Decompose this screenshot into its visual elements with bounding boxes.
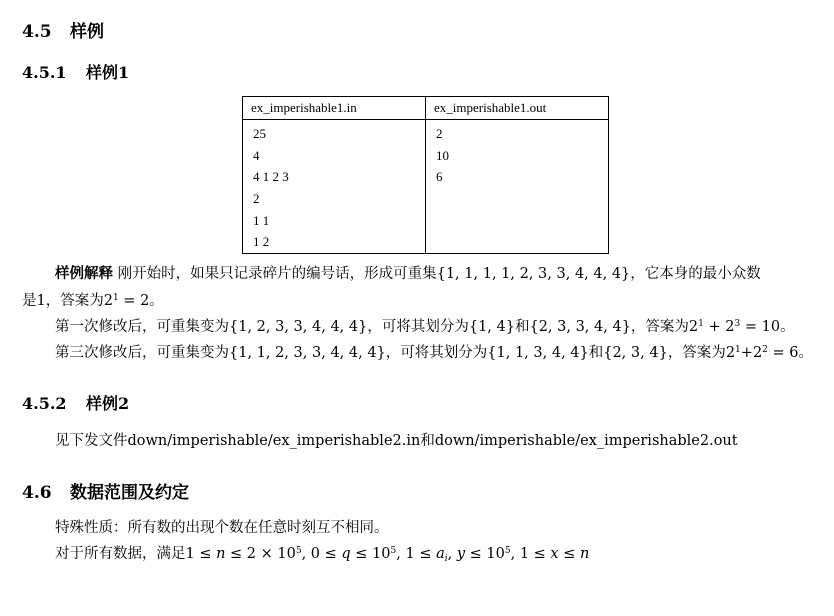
explanation-label: 样例解释: [55, 265, 113, 282]
section-title: 样例: [70, 22, 104, 42]
constraint-formula: [186, 546, 590, 562]
text: 。: [780, 319, 795, 335]
multiset: {1, 1, 2, 3, 3, 4, 4, 4}: [229, 345, 386, 361]
text: 。: [798, 345, 813, 361]
input-line: 2: [253, 191, 260, 207]
multiset: {2, 3, 4}: [603, 345, 668, 361]
formula-exponent: 1: [735, 345, 741, 355]
formula-base: 2: [725, 319, 735, 335]
formula: [689, 319, 780, 335]
text: 第三次修改后，可重集变为: [55, 345, 229, 361]
subsection-title: 样例2: [86, 394, 130, 413]
text: 和: [420, 433, 435, 449]
formula-operator: +: [703, 319, 726, 335]
formula-exponent: 1: [112, 293, 119, 303]
output-file-content: [426, 120, 609, 254]
math-text: 1 ≤: [185, 546, 217, 562]
math-text: ≤ 10: [350, 546, 391, 562]
math-text: ≤ 10: [465, 546, 505, 562]
text: 和: [514, 319, 530, 335]
input-line: 4 1 2 3: [253, 169, 289, 185]
math-subscript: i: [444, 554, 448, 564]
subsection-heading-4-5-2: [22, 391, 129, 414]
formula-exponent: 1: [698, 319, 704, 329]
explanation-paragraph-2: [55, 315, 795, 336]
math-var: a: [436, 546, 445, 562]
formula-base: 2: [103, 293, 113, 309]
multiset: {2, 3, 3, 4, 4}: [529, 319, 631, 335]
formula-rest: = 10: [740, 319, 781, 335]
text: ，答案为: [667, 345, 726, 361]
text: 见下发文件: [55, 433, 128, 449]
multiset: {1, 4}: [468, 319, 515, 335]
subsection-title: 样例1: [86, 63, 130, 82]
formula-rest: = 6: [767, 345, 799, 361]
special-property-paragraph: 特殊性质：所有数的出现个数在任意时刻互不相同。: [55, 520, 389, 536]
formula: [726, 345, 799, 361]
math-exponent: 5: [390, 546, 397, 556]
subsection-number: 4.5.1: [22, 63, 67, 82]
subsection-heading-4-5-1: [22, 60, 129, 83]
section-number: 4.5: [22, 22, 52, 42]
subsection-number: 4.5.2: [22, 394, 67, 413]
output-file-header: ex_imperishable1.out: [426, 97, 609, 120]
math-exponent: 5: [295, 546, 302, 556]
input-line: 1 1: [253, 212, 270, 228]
formula-base: 2: [688, 319, 699, 335]
formula-exponent: 3: [734, 319, 741, 329]
math-var: n: [216, 546, 226, 562]
text: ，可将其划分为: [367, 319, 469, 335]
math-text: ≤ 2 × 10: [225, 546, 296, 562]
file-path: down/imperishable/ex_imperishable2.out: [434, 433, 738, 449]
sample2-paragraph: [55, 429, 738, 450]
formula-base: 2: [725, 345, 736, 361]
input-line: 4: [253, 147, 260, 163]
input-line: 1 2: [253, 234, 270, 250]
math-text: ≤: [558, 546, 580, 562]
multiset: {1, 2, 3, 3, 4, 4, 4}: [229, 319, 368, 335]
formula-base: 2: [752, 345, 763, 361]
text: 刚开始时，如果只记录碎片的编号话，形成可重集: [117, 266, 437, 282]
text: ，可将其划分为: [385, 345, 488, 361]
text: ，答案为: [630, 319, 689, 335]
math-var: x: [550, 546, 559, 562]
text: 第一次修改后，可重集变为: [55, 319, 229, 335]
math-text: , 1 ≤: [510, 546, 551, 562]
multiset: {1, 1, 3, 4, 4}: [487, 345, 589, 361]
output-line: 2: [436, 126, 443, 141]
output-line: 10: [436, 147, 449, 163]
text: 和: [588, 345, 604, 361]
math-text: , 1 ≤: [396, 546, 437, 562]
math-text: ,: [447, 546, 457, 562]
formula-operator: +: [740, 345, 753, 361]
explanation-paragraph-1: [55, 262, 761, 283]
sample-io-table: [242, 96, 609, 254]
output-line: 6: [436, 169, 443, 185]
formula-rest: = 2: [118, 293, 150, 309]
multiset: {1, 1, 1, 1, 2, 3, 3, 4, 4, 4}: [436, 266, 631, 282]
formula-exponent: 2: [762, 345, 768, 355]
math-var: y: [456, 546, 466, 562]
section-title: 数据范围及约定: [70, 483, 189, 503]
math-var: q: [341, 546, 351, 562]
explanation-paragraph-1-cont: [22, 289, 164, 310]
formula: [104, 293, 150, 309]
section-number: 4.6: [22, 483, 52, 503]
math-exponent: 5: [504, 546, 511, 556]
section-heading-4-5: [22, 17, 104, 42]
math-var: n: [579, 546, 590, 562]
file-path: down/imperishable/ex_imperishable2.in: [127, 433, 421, 449]
section-heading-4-6: [22, 478, 189, 503]
text: 对于所有数据，满足: [55, 546, 186, 562]
text: 。: [149, 293, 164, 309]
text: ，它本身的最小众数: [630, 266, 761, 282]
constraints-paragraph: [55, 542, 589, 563]
text: 是1，答案为: [22, 293, 104, 309]
input-file-header: ex_imperishable1.in: [243, 97, 426, 120]
explanation-paragraph-3: [55, 341, 813, 362]
input-file-content: [243, 120, 426, 254]
input-line: 25: [253, 126, 266, 141]
math-text: , 0 ≤: [301, 546, 342, 562]
